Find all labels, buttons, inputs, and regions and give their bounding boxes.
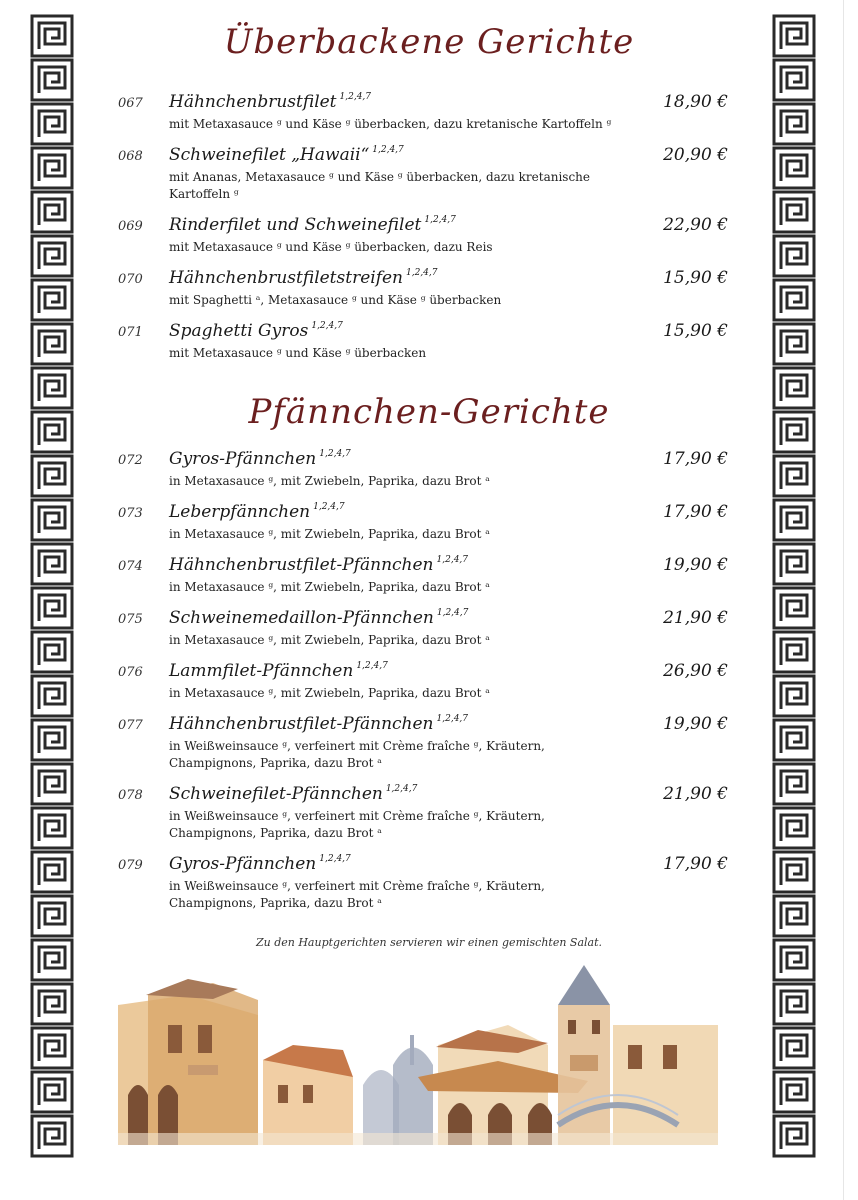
item-price: 17,90 € bbox=[663, 502, 728, 522]
item-name: Schweinefilet-Pfännchen $^{1,2,4,7}$ bbox=[169, 784, 418, 804]
item-number: 075 bbox=[118, 612, 143, 627]
greek-key-tile bbox=[772, 762, 816, 806]
section-title-pfaennchen: Pfännchen-Gerichte bbox=[248, 392, 610, 432]
page-edge bbox=[843, 0, 844, 1200]
greek-key-tile bbox=[30, 234, 74, 278]
item-number: 074 bbox=[118, 559, 143, 574]
greek-key-tile bbox=[30, 630, 74, 674]
greek-key-tile bbox=[30, 1070, 74, 1114]
item-number: 079 bbox=[118, 858, 143, 873]
greek-key-tile bbox=[772, 454, 816, 498]
item-price: 20,90 € bbox=[663, 145, 728, 165]
item-price: 19,90 € bbox=[663, 714, 728, 734]
item-description: in Metaxasauce ᵍ, mit Zwiebeln, Paprika, dazu Brot ᵃ bbox=[169, 527, 490, 541]
item-description: in Weißweinsauce ᵍ, verfeinert mit Crème fraîche ᵍ, Kräutern, Champignons, Paprika, dazu Brot ᵃ bbox=[169, 739, 545, 770]
item-name: Schweinefilet „Hawaii“ $^{1,2,4,7}$ bbox=[169, 145, 404, 165]
item-number: 068 bbox=[118, 149, 143, 164]
item-description: mit Metaxasauce ᵍ und Käse ᵍ überbacken, dazu kretanische Kartoffeln ᵍ bbox=[169, 117, 612, 131]
item-description: in Metaxasauce ᵍ, mit Zwiebeln, Paprika, dazu Brot ᵃ bbox=[169, 633, 490, 647]
item-number: 073 bbox=[118, 506, 143, 521]
greek-key-tile bbox=[30, 806, 74, 850]
item-description: in Metaxasauce ᵍ, mit Zwiebeln, Paprika, dazu Brot ᵃ bbox=[169, 580, 490, 594]
item-number: 067 bbox=[118, 96, 143, 111]
item-price: 22,90 € bbox=[663, 215, 728, 235]
greek-key-tile bbox=[772, 146, 816, 190]
greek-key-tile bbox=[772, 806, 816, 850]
greek-key-tile bbox=[772, 278, 816, 322]
greek-key-tile bbox=[772, 630, 816, 674]
greek-key-border-right bbox=[772, 14, 818, 1158]
item-name: Schweinemedaillon-Pfännchen $^{1,2,4,7}$ bbox=[169, 608, 469, 628]
item-name: Hähnchenbrustfilet $^{1,2,4,7}$ bbox=[169, 92, 372, 112]
greek-key-tile bbox=[772, 102, 816, 146]
greek-key-tile bbox=[772, 982, 816, 1026]
item-name: Leberpfännchen $^{1,2,4,7}$ bbox=[169, 502, 345, 522]
greek-key-tile bbox=[30, 278, 74, 322]
greek-key-tile bbox=[30, 190, 74, 234]
greek-key-tile bbox=[772, 718, 816, 762]
greek-key-tile bbox=[30, 1026, 74, 1070]
greek-key-tile bbox=[30, 982, 74, 1026]
salad-note: Zu den Hauptgerichten servieren wir einen gemischten Salat. bbox=[255, 936, 603, 949]
section-title-ueberbackene: Überbackene Gerichte bbox=[223, 22, 635, 62]
greek-key-tile bbox=[772, 498, 816, 542]
watercolor-town-illustration bbox=[118, 965, 718, 1145]
greek-key-tile bbox=[30, 58, 74, 102]
greek-key-tile bbox=[30, 894, 74, 938]
greek-key-tile bbox=[30, 146, 74, 190]
item-number: 070 bbox=[118, 272, 143, 287]
item-price: 15,90 € bbox=[663, 268, 728, 288]
greek-key-tile bbox=[30, 102, 74, 146]
greek-key-tile bbox=[30, 850, 74, 894]
item-name: Gyros-Pfännchen $^{1,2,4,7}$ bbox=[169, 449, 351, 469]
item-price: 26,90 € bbox=[663, 661, 728, 681]
greek-key-tile bbox=[772, 58, 816, 102]
greek-key-tile bbox=[30, 498, 74, 542]
greek-key-tile bbox=[30, 454, 74, 498]
item-number: 076 bbox=[118, 665, 143, 680]
item-name: Rinderfilet und Schweinefilet $^{1,2,4,7}$ bbox=[169, 215, 456, 235]
item-name: Gyros-Pfännchen $^{1,2,4,7}$ bbox=[169, 854, 351, 874]
greek-key-tile bbox=[772, 674, 816, 718]
item-price: 17,90 € bbox=[663, 449, 728, 469]
item-description: in Weißweinsauce ᵍ, verfeinert mit Crème fraîche ᵍ, Kräutern, Champignons, Paprika, dazu Brot ᵃ bbox=[169, 809, 545, 840]
item-name: Hähnchenbrustfilet-Pfännchen $^{1,2,4,7}$ bbox=[169, 555, 469, 575]
greek-key-tile bbox=[30, 322, 74, 366]
greek-key-tile bbox=[772, 542, 816, 586]
item-name: Hähnchenbrustfiletstreifen $^{1,2,4,7}$ bbox=[169, 268, 438, 288]
item-number: 072 bbox=[118, 453, 143, 468]
item-number: 069 bbox=[118, 219, 143, 234]
item-name: Hähnchenbrustfilet-Pfännchen $^{1,2,4,7}$ bbox=[169, 714, 469, 734]
greek-key-tile bbox=[772, 322, 816, 366]
greek-key-tile bbox=[30, 542, 74, 586]
greek-key-tile bbox=[772, 1114, 816, 1158]
item-description: mit Metaxasauce ᵍ und Käse ᵍ überbacken, dazu Reis bbox=[169, 240, 493, 254]
item-description: in Weißweinsauce ᵍ, verfeinert mit Crème fraîche ᵍ, Kräutern, Champignons, Paprika, dazu Brot ᵃ bbox=[169, 879, 545, 910]
greek-key-tile bbox=[30, 674, 74, 718]
greek-key-tile bbox=[772, 234, 816, 278]
greek-key-tile bbox=[30, 718, 74, 762]
item-number: 071 bbox=[118, 325, 143, 340]
greek-key-tile bbox=[772, 586, 816, 630]
item-description: mit Metaxasauce ᵍ und Käse ᵍ überbacken bbox=[169, 346, 427, 360]
greek-key-tile bbox=[772, 1070, 816, 1114]
greek-key-tile bbox=[30, 762, 74, 806]
item-number: 078 bbox=[118, 788, 143, 803]
greek-key-tile bbox=[772, 894, 816, 938]
item-price: 18,90 € bbox=[663, 92, 728, 112]
greek-key-tile bbox=[772, 1026, 816, 1070]
item-price: 17,90 € bbox=[663, 854, 728, 874]
greek-key-tile bbox=[772, 190, 816, 234]
item-name: Lammfilet-Pfännchen $^{1,2,4,7}$ bbox=[169, 661, 388, 681]
item-number: 077 bbox=[118, 718, 143, 733]
item-description: in Metaxasauce ᵍ, mit Zwiebeln, Paprika, dazu Brot ᵃ bbox=[169, 474, 490, 488]
greek-key-tile bbox=[30, 1114, 74, 1158]
item-name: Spaghetti Gyros $^{1,2,4,7}$ bbox=[169, 321, 343, 341]
greek-key-tile bbox=[30, 586, 74, 630]
item-price: 21,90 € bbox=[663, 608, 728, 628]
item-description: in Metaxasauce ᵍ, mit Zwiebeln, Paprika, dazu Brot ᵃ bbox=[169, 686, 490, 700]
greek-key-tile bbox=[772, 850, 816, 894]
item-price: 15,90 € bbox=[663, 321, 728, 341]
item-price: 21,90 € bbox=[663, 784, 728, 804]
item-description: mit Spaghetti ᵃ, Metaxasauce ᵍ und Käse ᵍ überbacken bbox=[169, 293, 502, 307]
greek-key-border-left bbox=[30, 14, 76, 1158]
item-description: mit Ananas, Metaxasauce ᵍ und Käse ᵍ überbacken, dazu kretanische Kartoffeln ᵍ bbox=[169, 170, 591, 201]
item-price: 19,90 € bbox=[663, 555, 728, 575]
